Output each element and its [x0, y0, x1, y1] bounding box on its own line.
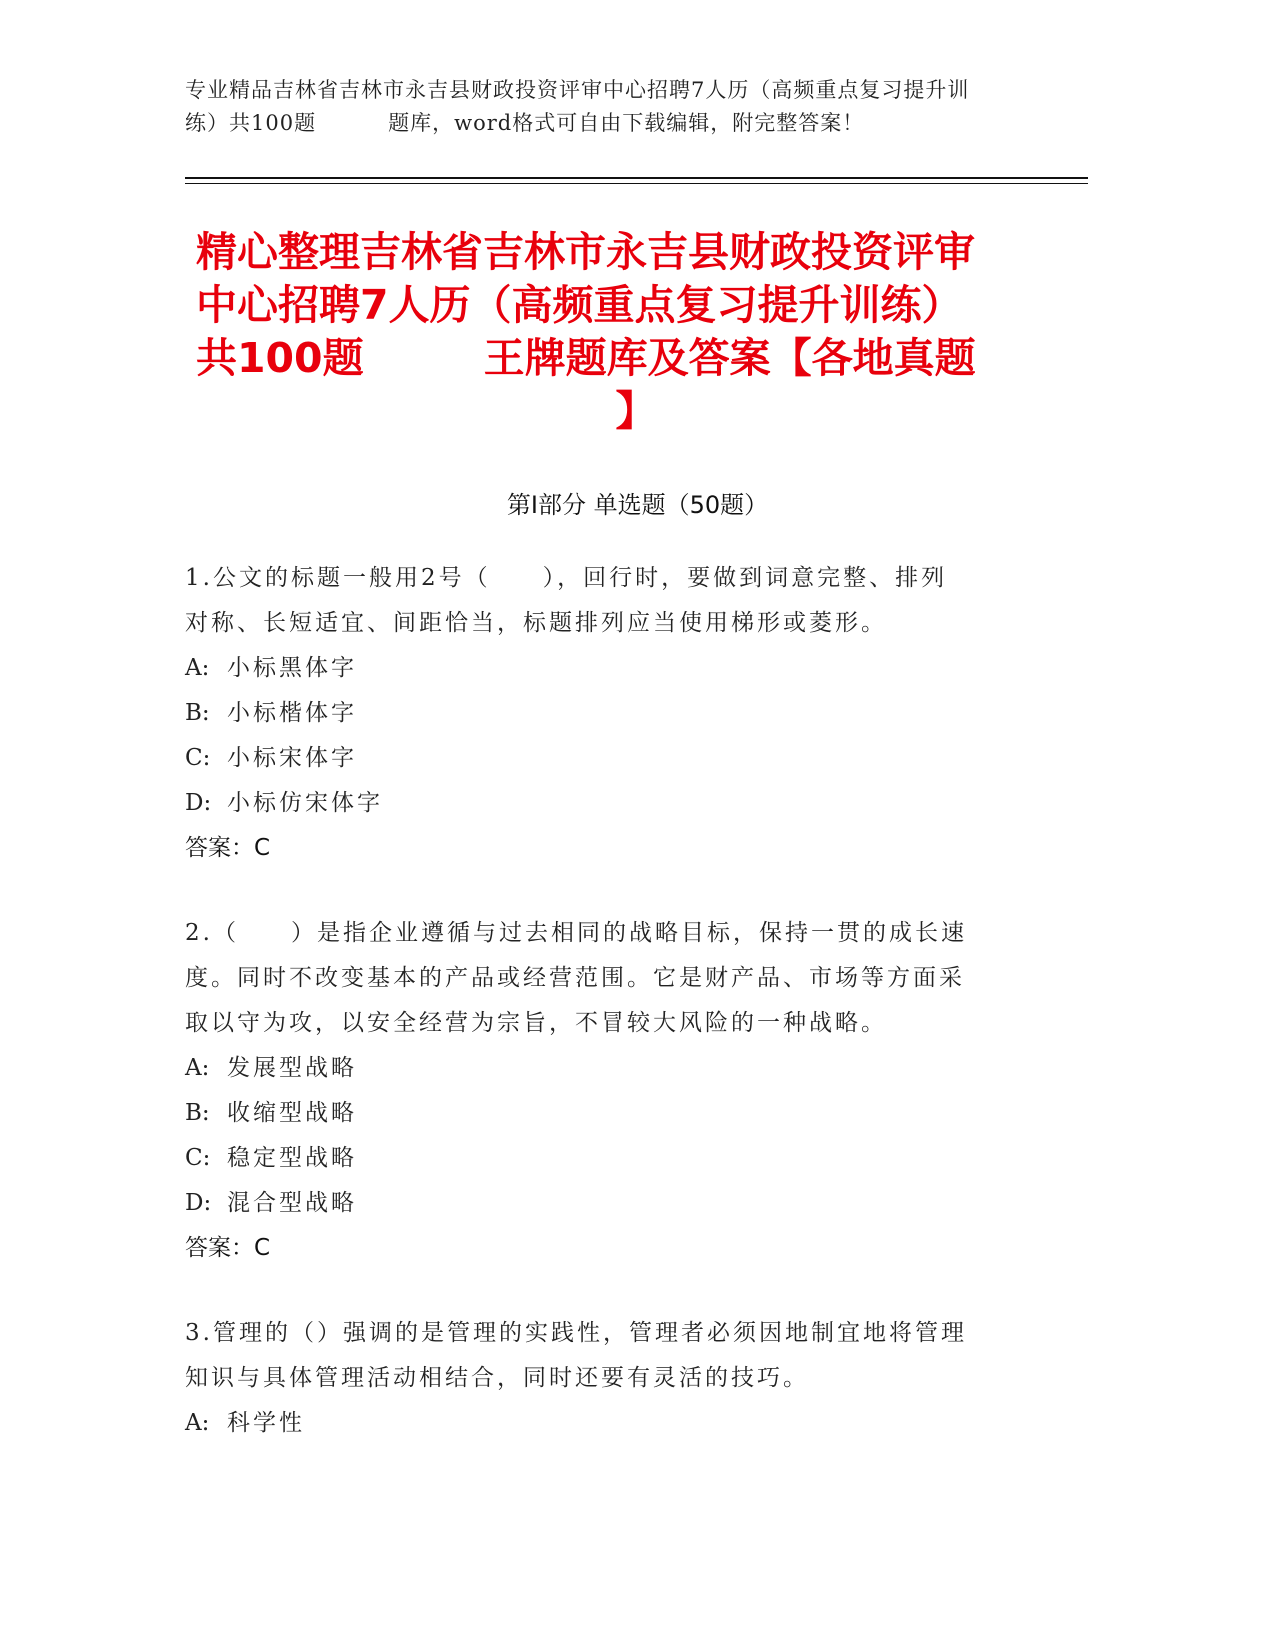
title-line4: 】 [615, 387, 657, 435]
question-stem-line: 1.公文的标题一般用2号（ ），回行时，要做到词意完整、排列 [185, 565, 948, 591]
option-key: D: [185, 790, 212, 816]
title-line3 [196, 332, 1076, 385]
document-title [196, 226, 1076, 438]
question-3 [185, 1311, 1065, 1446]
header-note-line2-part1: 练）共100题 [185, 111, 317, 135]
option-b [185, 1091, 1065, 1136]
option-b [185, 691, 1065, 736]
option-a [185, 646, 1065, 691]
option-key: C: [185, 745, 211, 771]
header-note-line1: 专业精品吉林省吉林市永吉县财政投资评审中心招聘7人历（高频重点复习提升训 [185, 78, 970, 102]
header-note-line2 [185, 107, 1090, 140]
header-divider-thin [185, 183, 1088, 184]
header-note [185, 74, 1090, 140]
option-text: 发展型战略 [227, 1055, 357, 1081]
question-2 [185, 911, 1065, 1271]
question-stem-line: 2.（ ）是指企业遵循与过去相同的战略目标，保持一贯的成长速 [185, 920, 967, 946]
question-1 [185, 556, 1065, 871]
option-key: B: [185, 700, 210, 726]
header-note-line2-part2: 题库，word格式可自由下载编辑，附完整答案！ [388, 111, 865, 135]
option-d [185, 1181, 1065, 1226]
option-a [185, 1401, 1065, 1446]
answer-line: 答案：C [185, 835, 271, 861]
option-text: 科学性 [227, 1410, 305, 1436]
option-text: 稳定型战略 [227, 1145, 357, 1171]
section-heading: 第Ⅰ部分 单选题（50题） [506, 491, 769, 519]
option-text: 小标黑体字 [227, 655, 357, 681]
option-key: B: [185, 1100, 210, 1126]
option-c [185, 736, 1065, 781]
option-text: 小标楷体字 [227, 700, 357, 726]
question-stem-line: 3.管理的（）强调的是管理的实践性，管理者必须因地制宜地将管理 [185, 1320, 967, 1346]
question-stem-line: 对称、长短适宜、间距恰当，标题排列应当使用梯形或菱形。 [185, 610, 887, 636]
option-key: A: [185, 1410, 210, 1436]
title-line3-part1: 共100题 [196, 334, 364, 382]
title-line2: 中心招聘7人历（高频重点复习提升训练） [196, 281, 963, 329]
header-divider-thick [185, 177, 1088, 179]
option-key: D: [185, 1190, 212, 1216]
answer-line: 答案：C [185, 1235, 271, 1261]
title-line3-part2: 王牌题库及答案【各地真题 [483, 334, 976, 382]
option-d [185, 781, 1065, 826]
option-key: A: [185, 655, 210, 681]
option-a [185, 1046, 1065, 1091]
title-line1: 精心整理吉林省吉林市永吉县财政投资评审 [196, 228, 975, 276]
option-text: 小标宋体字 [227, 745, 357, 771]
option-key: A: [185, 1055, 210, 1081]
question-stem-line: 取以守为攻，以安全经营为宗旨，不冒较大风险的一种战略。 [185, 1010, 887, 1036]
option-text: 小标仿宋体字 [227, 790, 383, 816]
question-stem-line: 知识与具体管理活动相结合，同时还要有灵活的技巧。 [185, 1365, 809, 1391]
question-stem-line: 度。同时不改变基本的产品或经营范围。它是财产品、市场等方面采 [185, 965, 965, 991]
option-text: 混合型战略 [227, 1190, 357, 1216]
option-key: C: [185, 1145, 211, 1171]
option-text: 收缩型战略 [227, 1100, 357, 1126]
option-c [185, 1136, 1065, 1181]
